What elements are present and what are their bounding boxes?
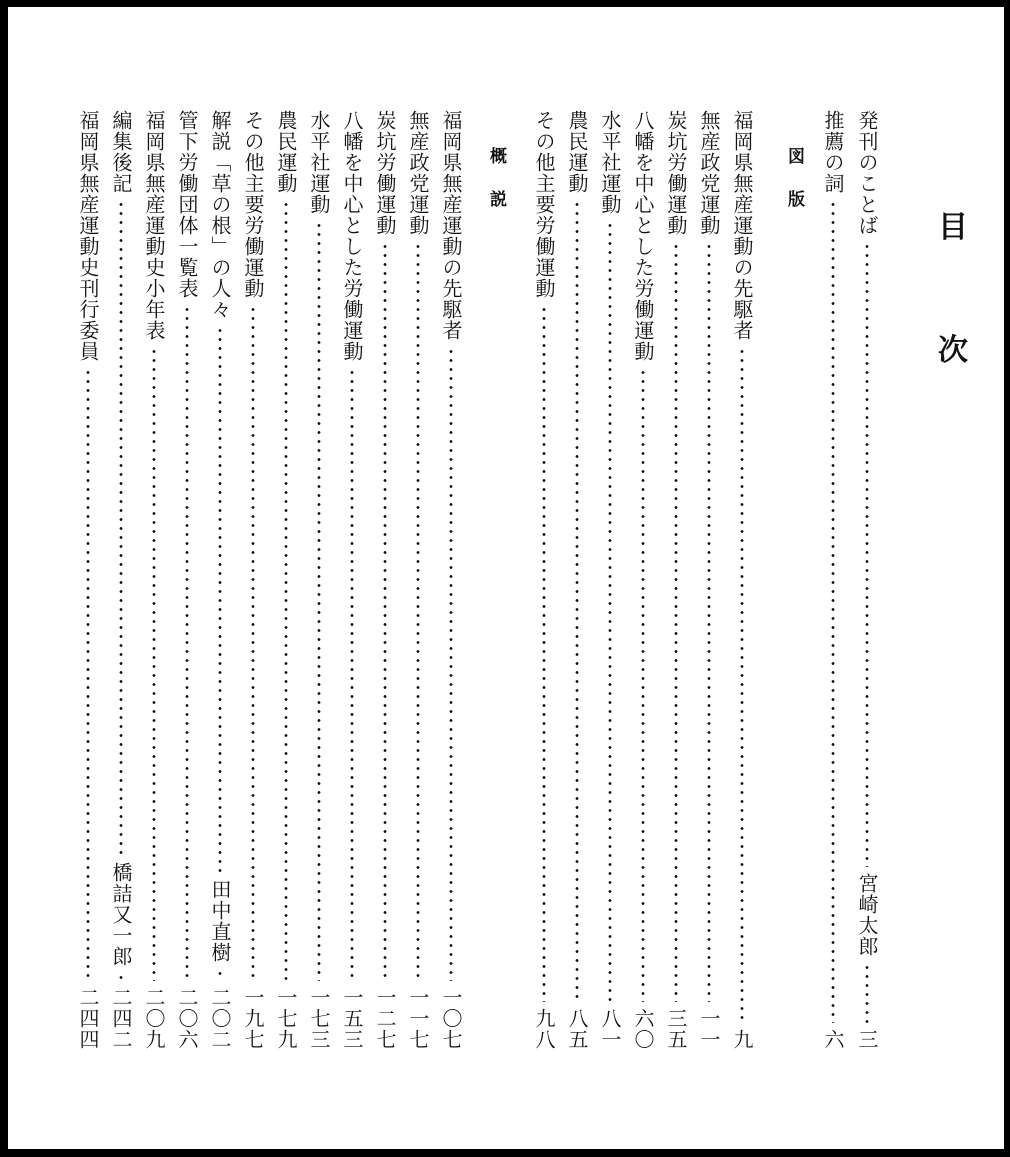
- entry-title: 解説「草の根」の人々: [208, 110, 232, 320]
- dot-leader: [350, 368, 354, 981]
- toc-entry[interactable]: [205, 110, 235, 1050]
- entry-page: 一九七: [241, 987, 265, 1050]
- toc-entry[interactable]: [370, 110, 400, 1050]
- entry-page: 三五: [664, 1008, 688, 1050]
- toc-entry[interactable]: [238, 110, 268, 1050]
- entry-page: 三: [855, 1029, 879, 1050]
- toc-title-char-2: 次: [938, 333, 968, 368]
- dot-leader: [86, 368, 90, 981]
- toc-entry[interactable]: [628, 110, 658, 1050]
- dot-leader: [707, 242, 711, 1002]
- entry-title: 福岡県無産運動史刊行委員: [76, 110, 100, 362]
- toc-entry[interactable]: [852, 110, 882, 1050]
- entry-title: 農民運動: [274, 110, 298, 194]
- entry-page: 八一: [598, 1008, 622, 1050]
- dot-leader: [608, 221, 612, 1002]
- entry-title: 推薦の詞: [821, 110, 845, 194]
- toc-entry[interactable]: [595, 110, 625, 1050]
- entry-title: 福岡県無産運動の先駆者: [439, 110, 463, 341]
- entry-page: 二四二: [109, 987, 133, 1050]
- entry-title: 無産政党運動: [697, 110, 721, 236]
- entry-title: 福岡県無産運動史小年表: [142, 110, 166, 341]
- entry-page: 一一七: [406, 987, 430, 1050]
- entry-title: 福岡県無産運動の先駆者: [730, 110, 754, 341]
- entry-title: 八幡を中心とした労働運動: [340, 110, 364, 362]
- dot-leader: [119, 973, 123, 981]
- dot-leader: [152, 347, 156, 981]
- dot-leader: [383, 242, 387, 981]
- entry-page: 一〇七: [439, 987, 463, 1050]
- dot-leader: [185, 305, 189, 981]
- entry-title: 管下労働団体一覧表: [175, 110, 199, 299]
- toc-entry[interactable]: [529, 110, 559, 1050]
- dot-leader: [575, 200, 579, 1002]
- dot-leader: [449, 347, 453, 981]
- dot-leader: [831, 200, 835, 1023]
- dot-leader: [740, 347, 744, 1023]
- entry-title: 無産政党運動: [406, 110, 430, 236]
- dot-leader: [317, 221, 321, 981]
- toc-entry[interactable]: [727, 110, 757, 1050]
- dot-leader: [674, 242, 678, 1002]
- entry-title: 炭坑労働運動: [373, 110, 397, 236]
- dot-leader: [865, 963, 869, 1023]
- entry-page: 一五三: [340, 987, 364, 1050]
- toc-page: [8, 7, 1004, 1149]
- entry-title: 八幡を中心とした労働運動: [631, 110, 655, 362]
- toc-entry[interactable]: [304, 110, 334, 1050]
- entry-page: 八五: [565, 1008, 589, 1050]
- dot-leader: [119, 200, 123, 856]
- toc-entry[interactable]: [562, 110, 592, 1050]
- entry-title: 水平社運動: [598, 110, 622, 215]
- entry-title: 水平社運動: [307, 110, 331, 215]
- entry-page: 九八: [532, 1008, 556, 1050]
- toc-entry[interactable]: [818, 110, 848, 1050]
- toc-entry[interactable]: [694, 110, 724, 1050]
- dot-leader: [284, 200, 288, 981]
- dot-leader: [251, 305, 255, 981]
- entry-author: 田中直樹: [208, 879, 232, 963]
- toc-entry[interactable]: [403, 110, 433, 1050]
- toc-entry[interactable]: [271, 110, 301, 1050]
- entry-page: 一七三: [307, 987, 331, 1050]
- entry-page: 一一: [697, 1008, 721, 1050]
- entry-page: 六〇: [631, 1008, 655, 1050]
- toc-entry[interactable]: [436, 110, 466, 1050]
- entry-page: 一二七: [373, 987, 397, 1050]
- toc-entry[interactable]: [139, 110, 169, 1050]
- entry-title: その他主要労働運動: [241, 110, 265, 299]
- entry-page: 二〇二: [208, 987, 232, 1050]
- entry-title: 炭坑労働運動: [664, 110, 688, 236]
- toc-entry[interactable]: [172, 110, 202, 1050]
- dot-leader: [865, 242, 869, 867]
- section-heading-gaisetsu: 概 説: [486, 147, 506, 217]
- entry-author: 宮崎太郎: [855, 873, 879, 957]
- entry-page: 二四四: [76, 987, 100, 1050]
- entry-page: 二〇九: [142, 987, 166, 1050]
- entry-page: 九: [730, 1029, 754, 1050]
- entry-title: 編集後記: [109, 110, 133, 194]
- toc-entry[interactable]: [337, 110, 367, 1050]
- toc-title-char-1: 目: [938, 210, 968, 245]
- toc-entry[interactable]: [661, 110, 691, 1050]
- toc-entry[interactable]: [106, 110, 136, 1050]
- entry-page: 二〇六: [175, 987, 199, 1050]
- entry-title: 農民運動: [565, 110, 589, 194]
- entry-page: 六: [821, 1029, 845, 1050]
- dot-leader: [218, 326, 222, 873]
- toc-entry[interactable]: [73, 110, 103, 1050]
- entry-author: 橋詰又一郎: [109, 862, 133, 967]
- dot-leader: [542, 305, 546, 1002]
- section-heading-zuhan: 図 版: [784, 147, 804, 217]
- entry-title: その他主要労働運動: [532, 110, 556, 299]
- entry-page: 一七九: [274, 987, 298, 1050]
- dot-leader: [416, 242, 420, 981]
- dot-leader: [218, 969, 222, 981]
- entry-title: 発刊のことば: [855, 110, 879, 236]
- dot-leader: [641, 368, 645, 1002]
